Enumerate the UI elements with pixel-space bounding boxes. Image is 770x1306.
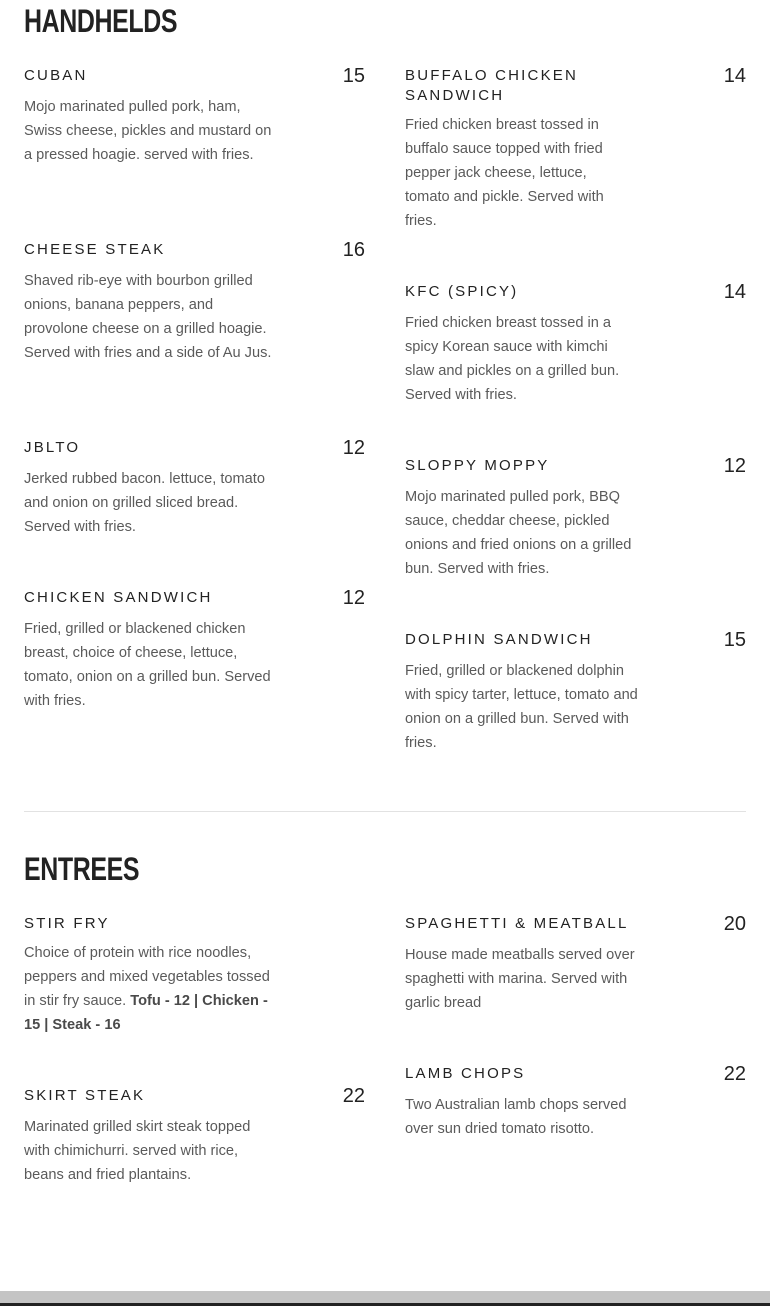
item-name: JBLTO	[24, 439, 81, 456]
item-price: 14	[723, 281, 746, 303]
item-name: DOLPHIN SANDWICH	[405, 631, 593, 648]
section-title-entrees: ENTREES	[24, 851, 140, 887]
item-description: Two Australian lamb chops served over sun dried tomato risotto.	[405, 1097, 627, 1137]
item-price: 12	[342, 587, 365, 609]
item-description: Fried, grilled or blackened chicken breast, choice of cheese, lettuce, tomato, onion on a grilled bun. Served with fries.	[24, 621, 271, 709]
item-name: BUFFALO CHICKEN SANDWICH	[405, 67, 579, 104]
item-name: SLOPPY MOPPY	[405, 457, 550, 474]
item-price: 22	[723, 1063, 746, 1085]
item-description: Marinated grilled skirt steak topped with chimichurri. served with rice, beans and fried plantains.	[24, 1119, 251, 1183]
item-price: 20	[723, 913, 746, 935]
item-description: Fried, grilled or blackened dolphin with spicy tarter, lettuce, tomato and onion on a grilled bun. Served with fries.	[405, 663, 638, 751]
item-name: KFC (SPICY)	[405, 283, 519, 300]
item-description	[24, 941, 272, 1037]
item-description: Shaved rib-eye with bourbon grilled onions, banana peppers, and provolone cheese on a grilled hoagie. Served with fries and a side of Au Jus.	[24, 273, 272, 361]
item-name: CHICKEN SANDWICH	[24, 589, 213, 606]
bottom-bar	[0, 1291, 770, 1303]
item-name: LAMB CHOPS	[405, 1065, 526, 1082]
item-price: 12	[723, 455, 746, 477]
item-description: Fried chicken breast tossed in buffalo sauce topped with fried pepper jack cheese, lettuce, tomato and pickle. Served with fries.	[405, 117, 604, 229]
item-name: SKIRT STEAK	[24, 1087, 146, 1104]
item-price: 14	[723, 65, 746, 87]
item-description: Fried chicken breast tossed in a spicy Korean sauce with kimchi slaw and pickles on a grilled bun. Served with fries.	[405, 315, 620, 403]
item-price: 22	[342, 1085, 365, 1107]
item-price: 15	[723, 629, 746, 651]
item-price: 15	[342, 65, 365, 87]
item-description: House made meatballs served over spaghetti with marina. Served with garlic bread	[405, 947, 635, 1011]
item-price: 12	[342, 437, 365, 459]
item-name: STIR FRY	[24, 915, 110, 932]
item-name: CUBAN	[24, 67, 88, 84]
item-price-options: Tofu - 12 | Chicken - 15 | Steak - 16	[24, 993, 268, 1033]
item-name: CHEESE STEAK	[24, 241, 166, 258]
section-divider	[24, 811, 746, 812]
item-description: Mojo marinated pulled pork, BBQ sauce, cheddar cheese, pickled onions and fried onions on a grilled bun. Served with fries.	[405, 489, 632, 577]
item-description: Mojo marinated pulled pork, ham, Swiss cheese, pickles and mustard on a pressed hoagie. served with fries.	[24, 99, 272, 163]
item-description-text: Choice of protein with rice noodles, peppers and mixed vegetables tossed in stir fry sauce.	[24, 945, 270, 1009]
item-name: SPAGHETTI & MEATBALL	[405, 915, 629, 932]
item-description: Jerked rubbed bacon. lettuce, tomato and onion on grilled sliced bread. Served with fries.	[24, 471, 265, 535]
item-price: 16	[342, 239, 365, 261]
section-title-handhelds: HANDHELDS	[24, 3, 178, 39]
